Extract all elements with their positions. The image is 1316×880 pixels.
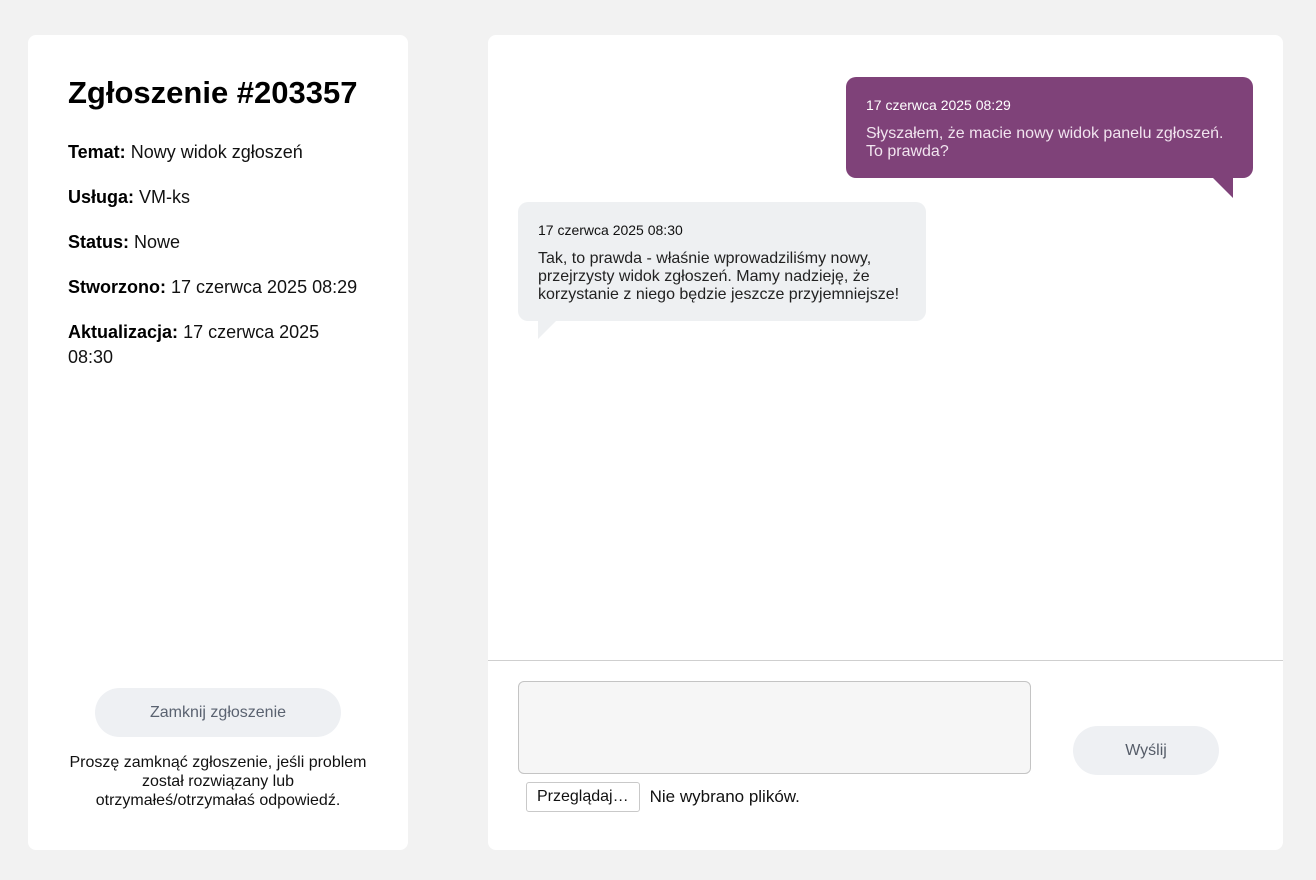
status-label: Status:	[68, 232, 130, 252]
close-ticket-button[interactable]: Zamknij zgłoszenie	[95, 688, 341, 737]
ticket-title: Zgłoszenie #203357	[68, 75, 358, 110]
ticket-sidebar	[28, 35, 408, 850]
updated-value: 17 czerwca 2025 08:30	[68, 322, 320, 367]
browse-files-button[interactable]: Przeglądaj…	[526, 782, 640, 812]
message-bubble-incoming	[518, 202, 926, 321]
message-timestamp: 17 czerwca 2025 08:30	[538, 222, 683, 238]
created-value: 17 czerwca 2025 08:29	[171, 277, 358, 297]
close-ticket-note: Proszę zamknąć zgłoszenie, jeśli problem został rozwiązany lub otrzymałeś/otrzymałaś odpowiedź.	[69, 754, 367, 809]
file-attachment-row	[526, 782, 800, 812]
file-status-text: Nie wybrano plików.	[649, 787, 800, 806]
message-timestamp: 17 czerwca 2025 08:29	[866, 97, 1011, 113]
ticket-updated	[68, 320, 368, 370]
ticket-service	[68, 185, 368, 210]
ticket-created	[68, 275, 368, 300]
updated-label: Aktualizacja:	[68, 322, 179, 342]
service-value: VM-ks	[139, 187, 191, 207]
message-input[interactable]	[518, 681, 1031, 774]
chat-panel	[488, 35, 1283, 850]
ticket-status	[68, 230, 368, 255]
message-text: Słyszałem, że macie nowy widok panelu zgłoszeń. To prawda?	[866, 125, 1224, 160]
status-value: Nowe	[134, 232, 181, 252]
message-list[interactable]	[488, 35, 1283, 660]
ticket-subject	[68, 140, 368, 165]
message-composer	[488, 660, 1283, 850]
close-ticket-area	[28, 688, 408, 810]
service-label: Usługa:	[68, 187, 135, 207]
message-text: Tak, to prawda - właśnie wprowadziliśmy nowy, przejrzysty widok zgłoszeń. Mamy nadzieję, że korzystanie z niego będzie jeszcze przyjemniejsze!	[538, 250, 900, 303]
message-bubble-outgoing	[846, 77, 1253, 178]
send-button[interactable]: Wyślij	[1073, 726, 1219, 775]
created-label: Stworzono:	[68, 277, 166, 297]
subject-value: Nowy widok zgłoszeń	[130, 142, 303, 162]
subject-label: Temat:	[68, 142, 126, 162]
